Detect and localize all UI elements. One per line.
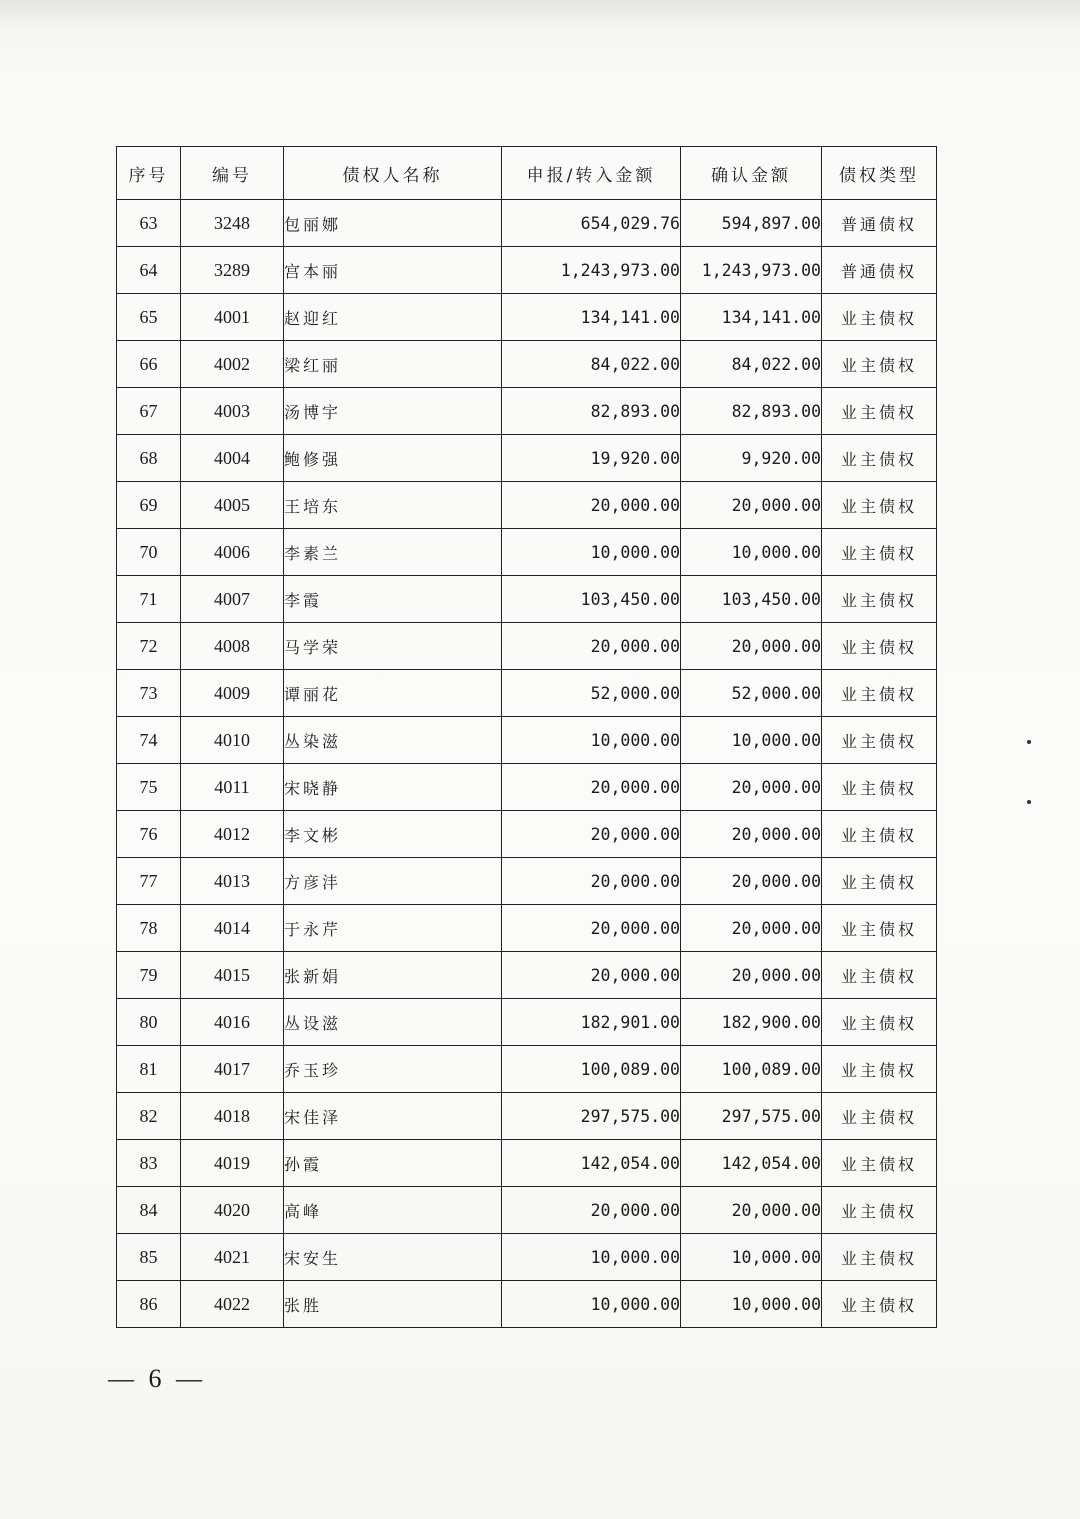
cell-claim-type: 业主债权	[822, 905, 937, 952]
cell-creditor-name: 李文彬	[284, 811, 502, 858]
table-row	[117, 858, 937, 905]
creditor-claims-table	[116, 146, 937, 1328]
cell-seq: 73	[117, 670, 181, 717]
cell-seq: 66	[117, 341, 181, 388]
table-row	[117, 200, 937, 247]
table-row	[117, 1281, 937, 1328]
cell-claim-type: 业主债权	[822, 1046, 937, 1093]
cell-seq: 74	[117, 717, 181, 764]
cell-creditor-name: 宫本丽	[284, 247, 502, 294]
cell-code: 4005	[181, 482, 284, 529]
table-row	[117, 764, 937, 811]
cell-confirmed-amount: 20,000.00	[681, 811, 822, 858]
table-row	[117, 247, 937, 294]
cell-creditor-name: 宋安生	[284, 1234, 502, 1281]
cell-claim-type: 业主债权	[822, 576, 937, 623]
cell-confirmed-amount: 297,575.00	[681, 1093, 822, 1140]
cell-creditor-name: 丛设滋	[284, 999, 502, 1046]
table-row	[117, 905, 937, 952]
cell-seq: 82	[117, 1093, 181, 1140]
cell-code: 3248	[181, 200, 284, 247]
cell-claim-type: 业主债权	[822, 623, 937, 670]
cell-confirmed-amount: 182,900.00	[681, 999, 822, 1046]
cell-seq: 69	[117, 482, 181, 529]
cell-seq: 65	[117, 294, 181, 341]
table-row	[117, 717, 937, 764]
cell-claim-type: 业主债权	[822, 1281, 937, 1328]
cell-seq: 78	[117, 905, 181, 952]
cell-declared-amount: 20,000.00	[502, 623, 681, 670]
cell-creditor-name: 李素兰	[284, 529, 502, 576]
cell-seq: 68	[117, 435, 181, 482]
cell-declared-amount: 20,000.00	[502, 905, 681, 952]
cell-code: 4022	[181, 1281, 284, 1328]
cell-claim-type: 业主债权	[822, 858, 937, 905]
cell-seq: 64	[117, 247, 181, 294]
cell-declared-amount: 134,141.00	[502, 294, 681, 341]
cell-claim-type: 业主债权	[822, 717, 937, 764]
cell-confirmed-amount: 84,022.00	[681, 341, 822, 388]
cell-confirmed-amount: 20,000.00	[681, 764, 822, 811]
cell-claim-type: 业主债权	[822, 764, 937, 811]
cell-code: 4018	[181, 1093, 284, 1140]
cell-declared-amount: 1,243,973.00	[502, 247, 681, 294]
table-row	[117, 388, 937, 435]
cell-confirmed-amount: 52,000.00	[681, 670, 822, 717]
cell-seq: 84	[117, 1187, 181, 1234]
cell-confirmed-amount: 20,000.00	[681, 623, 822, 670]
cell-declared-amount: 103,450.00	[502, 576, 681, 623]
cell-seq: 67	[117, 388, 181, 435]
cell-claim-type: 业主债权	[822, 1093, 937, 1140]
table-row	[117, 1187, 937, 1234]
cell-declared-amount: 654,029.76	[502, 200, 681, 247]
cell-code: 4009	[181, 670, 284, 717]
cell-creditor-name: 李霞	[284, 576, 502, 623]
cell-declared-amount: 10,000.00	[502, 717, 681, 764]
cell-declared-amount: 142,054.00	[502, 1140, 681, 1187]
cell-code: 4002	[181, 341, 284, 388]
cell-creditor-name: 鲍修强	[284, 435, 502, 482]
cell-creditor-name: 方彦沣	[284, 858, 502, 905]
cell-confirmed-amount: 1,243,973.00	[681, 247, 822, 294]
cell-code: 4010	[181, 717, 284, 764]
table-row	[117, 623, 937, 670]
table-row	[117, 1234, 937, 1281]
cell-claim-type: 业主债权	[822, 670, 937, 717]
scan-speck	[1027, 740, 1031, 744]
cell-declared-amount: 20,000.00	[502, 858, 681, 905]
cell-code: 4003	[181, 388, 284, 435]
cell-confirmed-amount: 20,000.00	[681, 905, 822, 952]
cell-claim-type: 业主债权	[822, 811, 937, 858]
cell-confirmed-amount: 10,000.00	[681, 1234, 822, 1281]
cell-confirmed-amount: 9,920.00	[681, 435, 822, 482]
cell-confirmed-amount: 82,893.00	[681, 388, 822, 435]
table-row	[117, 811, 937, 858]
table-row	[117, 294, 937, 341]
cell-creditor-name: 谭丽花	[284, 670, 502, 717]
table-row	[117, 435, 937, 482]
header-creditor-name: 债权人名称	[284, 147, 502, 200]
cell-seq: 86	[117, 1281, 181, 1328]
cell-creditor-name: 宋晓静	[284, 764, 502, 811]
cell-code: 3289	[181, 247, 284, 294]
cell-confirmed-amount: 100,089.00	[681, 1046, 822, 1093]
cell-declared-amount: 10,000.00	[502, 1281, 681, 1328]
cell-code: 4017	[181, 1046, 284, 1093]
cell-seq: 79	[117, 952, 181, 999]
cell-code: 4004	[181, 435, 284, 482]
scan-speck	[1027, 800, 1031, 804]
cell-code: 4013	[181, 858, 284, 905]
header-code: 编号	[181, 147, 284, 200]
cell-creditor-name: 张新娟	[284, 952, 502, 999]
cell-code: 4016	[181, 999, 284, 1046]
cell-declared-amount: 52,000.00	[502, 670, 681, 717]
table-row	[117, 670, 937, 717]
cell-claim-type: 业主债权	[822, 529, 937, 576]
cell-creditor-name: 于永芹	[284, 905, 502, 952]
cell-creditor-name: 乔玉珍	[284, 1046, 502, 1093]
cell-code: 4012	[181, 811, 284, 858]
cell-confirmed-amount: 20,000.00	[681, 482, 822, 529]
cell-confirmed-amount: 10,000.00	[681, 529, 822, 576]
cell-seq: 81	[117, 1046, 181, 1093]
cell-code: 4014	[181, 905, 284, 952]
page-number: — 6 —	[108, 1364, 206, 1393]
cell-declared-amount: 297,575.00	[502, 1093, 681, 1140]
cell-claim-type: 业主债权	[822, 952, 937, 999]
cell-code: 4019	[181, 1140, 284, 1187]
cell-claim-type: 业主债权	[822, 341, 937, 388]
cell-seq: 77	[117, 858, 181, 905]
cell-confirmed-amount: 134,141.00	[681, 294, 822, 341]
cell-confirmed-amount: 594,897.00	[681, 200, 822, 247]
cell-declared-amount: 182,901.00	[502, 999, 681, 1046]
cell-confirmed-amount: 20,000.00	[681, 952, 822, 999]
scan-shadow	[0, 0, 1080, 30]
cell-declared-amount: 20,000.00	[502, 764, 681, 811]
table-row	[117, 1140, 937, 1187]
cell-seq: 71	[117, 576, 181, 623]
cell-claim-type: 业主债权	[822, 999, 937, 1046]
cell-code: 4021	[181, 1234, 284, 1281]
cell-declared-amount: 84,022.00	[502, 341, 681, 388]
cell-creditor-name: 梁红丽	[284, 341, 502, 388]
cell-claim-type: 业主债权	[822, 435, 937, 482]
table-header-row	[117, 147, 937, 200]
cell-seq: 76	[117, 811, 181, 858]
cell-claim-type: 业主债权	[822, 482, 937, 529]
cell-code: 4020	[181, 1187, 284, 1234]
cell-seq: 80	[117, 999, 181, 1046]
cell-confirmed-amount: 20,000.00	[681, 858, 822, 905]
cell-creditor-name: 马学荣	[284, 623, 502, 670]
cell-claim-type: 业主债权	[822, 294, 937, 341]
cell-confirmed-amount: 10,000.00	[681, 1281, 822, 1328]
table-row	[117, 999, 937, 1046]
cell-creditor-name: 赵迎红	[284, 294, 502, 341]
cell-declared-amount: 82,893.00	[502, 388, 681, 435]
cell-creditor-name: 孙霞	[284, 1140, 502, 1187]
cell-seq: 72	[117, 623, 181, 670]
header-confirmed-amount: 确认金额	[681, 147, 822, 200]
table-row	[117, 1046, 937, 1093]
cell-creditor-name: 宋佳泽	[284, 1093, 502, 1140]
cell-code: 4001	[181, 294, 284, 341]
cell-claim-type: 普通债权	[822, 247, 937, 294]
table-body	[117, 200, 937, 1328]
cell-creditor-name: 张胜	[284, 1281, 502, 1328]
cell-confirmed-amount: 142,054.00	[681, 1140, 822, 1187]
cell-creditor-name: 王培东	[284, 482, 502, 529]
cell-seq: 63	[117, 200, 181, 247]
cell-declared-amount: 20,000.00	[502, 952, 681, 999]
cell-declared-amount: 20,000.00	[502, 1187, 681, 1234]
cell-declared-amount: 100,089.00	[502, 1046, 681, 1093]
table-row	[117, 341, 937, 388]
cell-confirmed-amount: 20,000.00	[681, 1187, 822, 1234]
table-row	[117, 952, 937, 999]
cell-claim-type: 业主债权	[822, 1140, 937, 1187]
cell-seq: 70	[117, 529, 181, 576]
cell-declared-amount: 19,920.00	[502, 435, 681, 482]
cell-code: 4008	[181, 623, 284, 670]
cell-confirmed-amount: 10,000.00	[681, 717, 822, 764]
cell-declared-amount: 10,000.00	[502, 1234, 681, 1281]
header-claim-type: 债权类型	[822, 147, 937, 200]
cell-claim-type: 业主债权	[822, 1234, 937, 1281]
table-row	[117, 576, 937, 623]
cell-declared-amount: 10,000.00	[502, 529, 681, 576]
cell-seq: 75	[117, 764, 181, 811]
cell-code: 4011	[181, 764, 284, 811]
cell-declared-amount: 20,000.00	[502, 482, 681, 529]
table-row	[117, 1093, 937, 1140]
cell-seq: 83	[117, 1140, 181, 1187]
cell-creditor-name: 丛染滋	[284, 717, 502, 764]
cell-claim-type: 普通债权	[822, 200, 937, 247]
cell-declared-amount: 20,000.00	[502, 811, 681, 858]
cell-confirmed-amount: 103,450.00	[681, 576, 822, 623]
cell-creditor-name: 汤博宇	[284, 388, 502, 435]
cell-claim-type: 业主债权	[822, 1187, 937, 1234]
header-declared-amount: 申报/转入金额	[502, 147, 681, 200]
cell-claim-type: 业主债权	[822, 388, 937, 435]
cell-seq: 85	[117, 1234, 181, 1281]
table-row	[117, 482, 937, 529]
cell-code: 4006	[181, 529, 284, 576]
header-seq: 序号	[117, 147, 181, 200]
cell-creditor-name: 高峰	[284, 1187, 502, 1234]
cell-code: 4007	[181, 576, 284, 623]
table-row	[117, 529, 937, 576]
cell-creditor-name: 包丽娜	[284, 200, 502, 247]
cell-code: 4015	[181, 952, 284, 999]
